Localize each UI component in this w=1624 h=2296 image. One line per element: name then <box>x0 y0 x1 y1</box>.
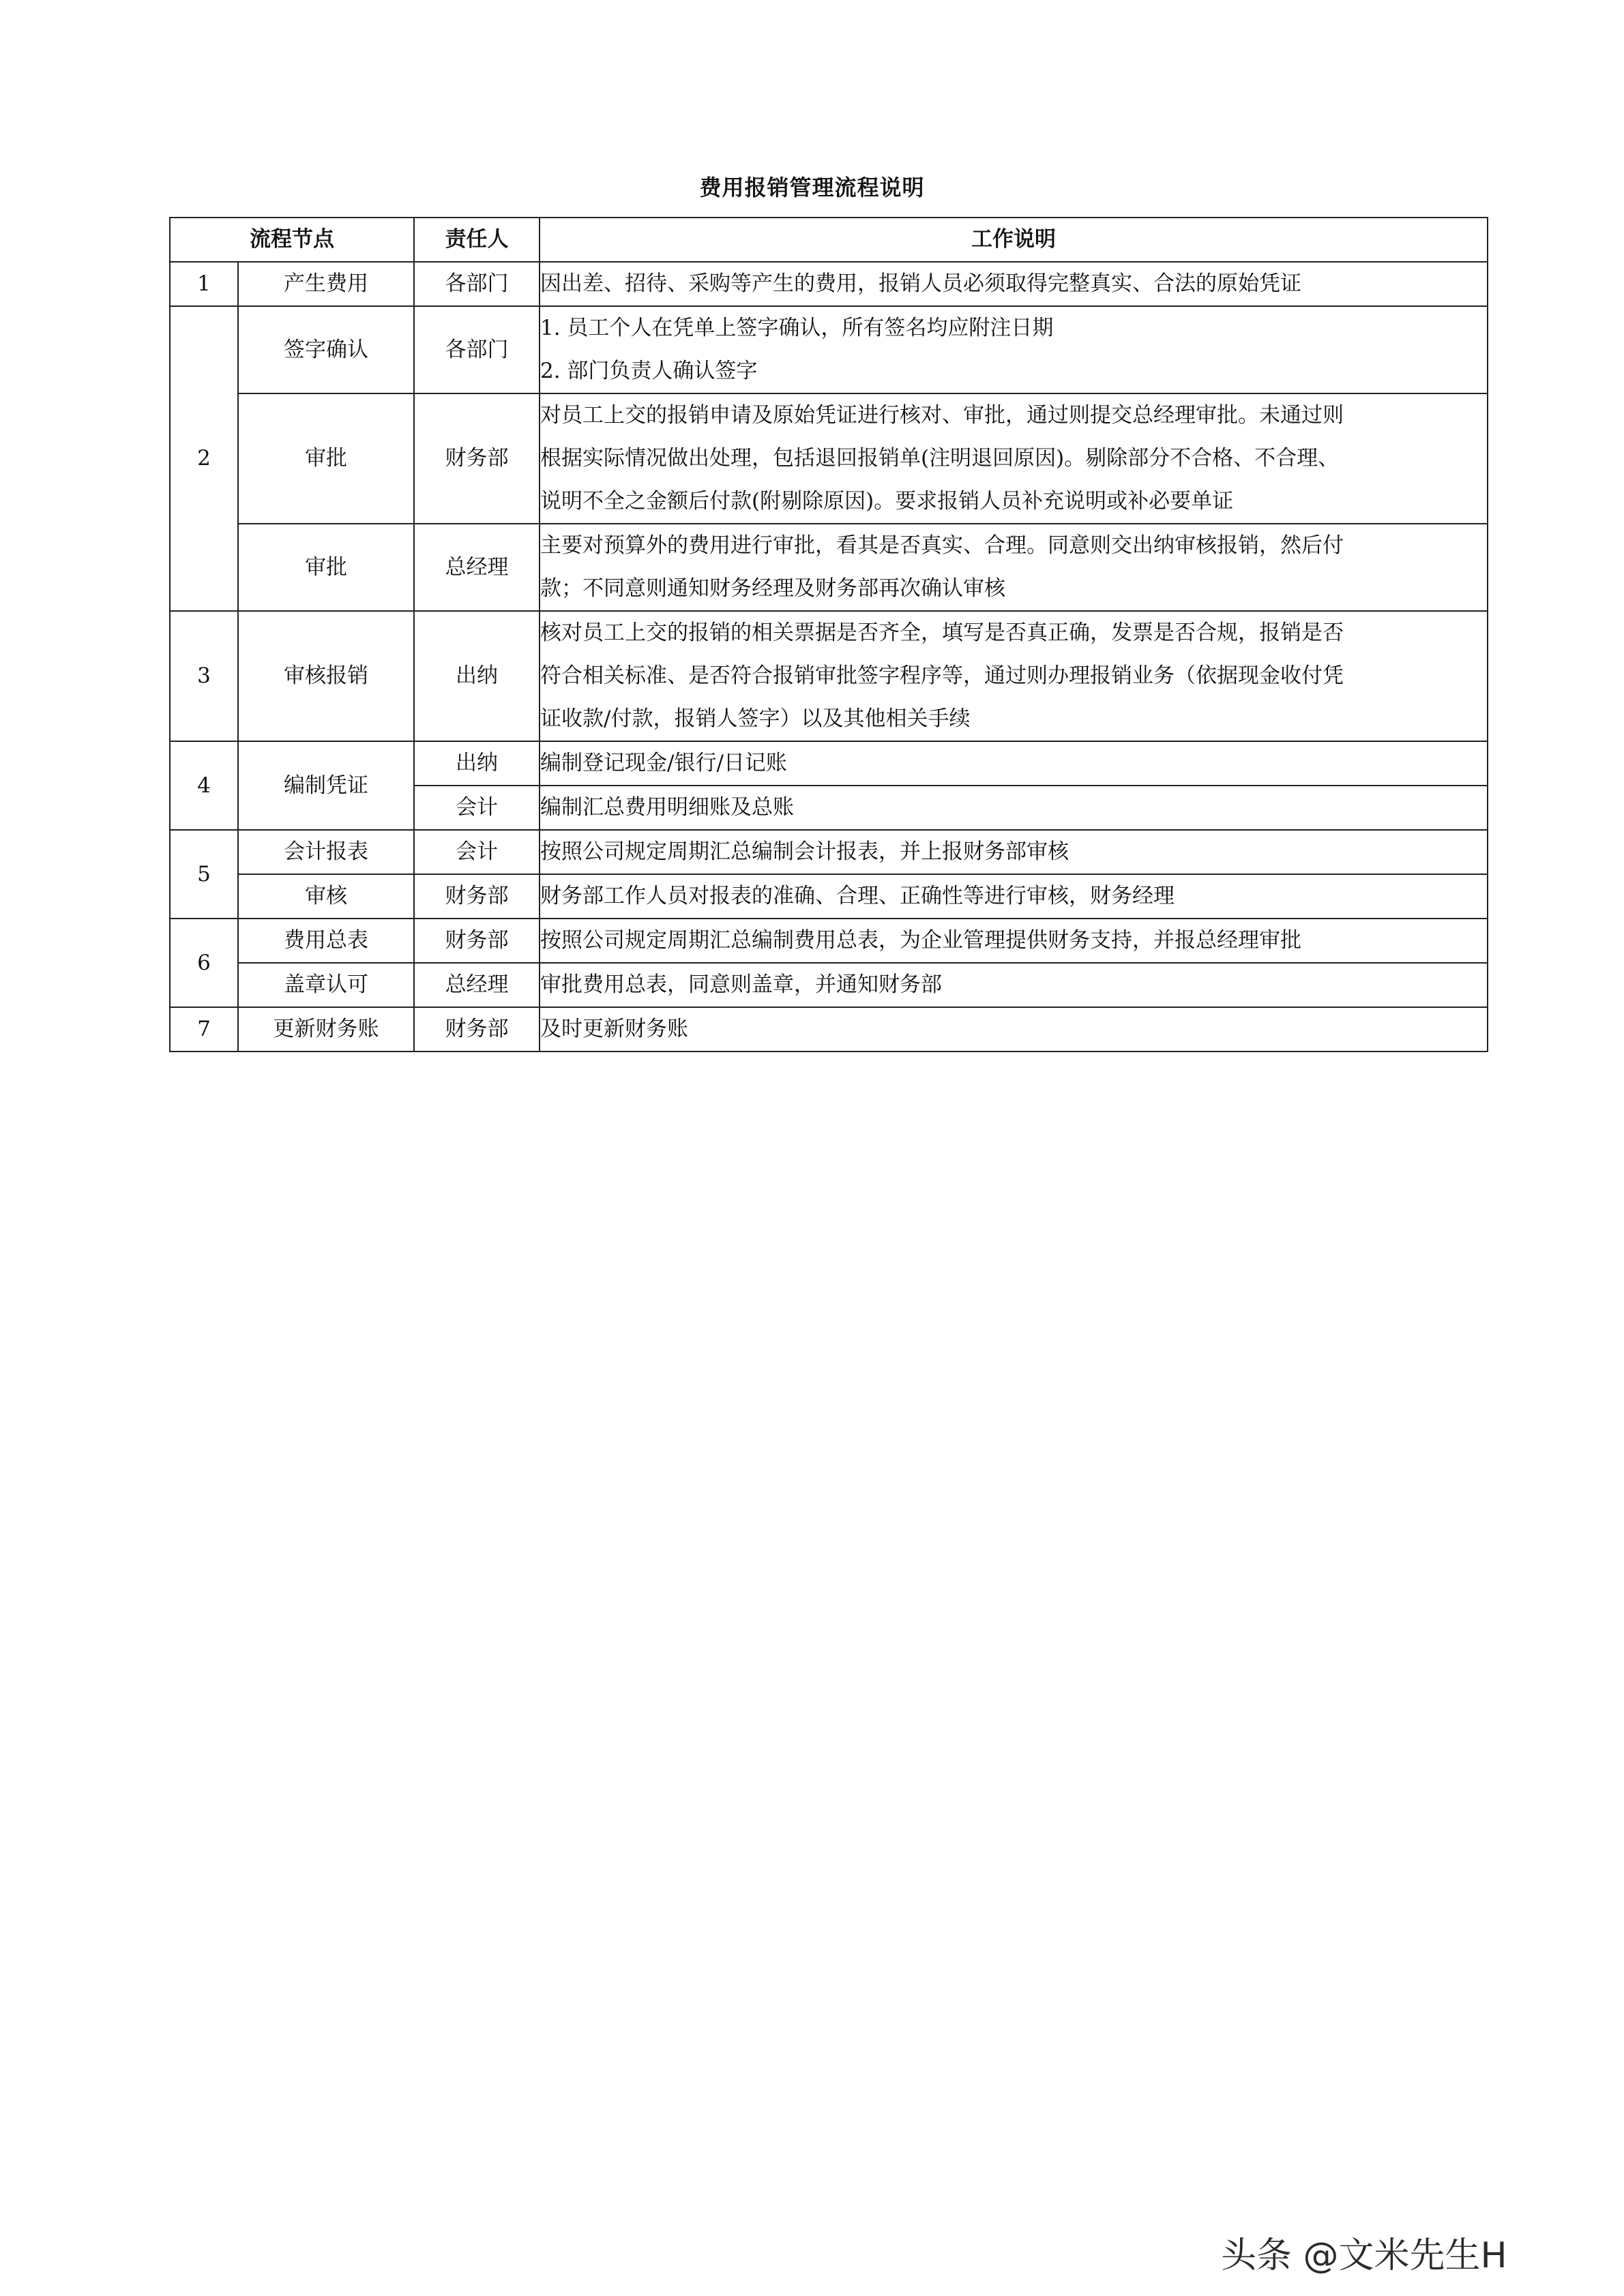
description-line: 编制登记现金/银行/日记账 <box>540 751 787 775</box>
description-line: 说明不全之金额后付款(附剔除原因)。要求报销人员补充说明或补必要单证 <box>540 489 1234 513</box>
step-description <box>540 919 1488 963</box>
table-row <box>170 919 1488 963</box>
step-description <box>540 874 1488 919</box>
step-owner: 财务部 <box>414 874 540 919</box>
step-node: 签字确认 <box>238 306 414 393</box>
step-description <box>540 741 1488 786</box>
step-description <box>540 611 1488 741</box>
step-number: 2 <box>170 306 238 611</box>
step-description <box>540 306 1488 393</box>
step-owner: 财务部 <box>414 919 540 963</box>
document-title: 费用报销管理流程说明 <box>699 175 925 200</box>
process-table <box>169 217 1488 1052</box>
step-description <box>540 262 1488 306</box>
description-line: 因出差、招待、采购等产生的费用，报销人员必须取得完整真实、合法的原始凭证 <box>540 271 1301 296</box>
table-row <box>170 262 1488 306</box>
table-row <box>170 1007 1488 1052</box>
step-number: 1 <box>170 262 238 306</box>
table-row <box>170 963 1488 1007</box>
table-header-row <box>170 218 1488 262</box>
step-node: 费用总表 <box>238 919 414 963</box>
step-node: 审批 <box>238 524 414 611</box>
table-row <box>170 741 1488 786</box>
step-description <box>540 524 1488 611</box>
header-node: 流程节点 <box>170 218 414 262</box>
table-row <box>170 830 1488 874</box>
step-description <box>540 786 1488 830</box>
header-desc: 工作说明 <box>540 218 1488 262</box>
step-node: 编制凭证 <box>238 741 414 830</box>
step-node: 审核 <box>238 874 414 919</box>
watermark-text: 头条 @文米先生H <box>1221 2235 1507 2276</box>
description-line: 核对员工上交的报销的相关票据是否齐全，填写是否真正确，发票是否合规，报销是否 <box>540 621 1344 645</box>
description-line: 对员工上交的报销申请及原始凭证进行核对、审批，通过则提交总经理审批。未通过则 <box>540 403 1344 428</box>
table-row <box>170 874 1488 919</box>
step-owner: 出纳 <box>414 741 540 786</box>
step-number: 3 <box>170 611 238 741</box>
step-number: 7 <box>170 1007 238 1052</box>
header-owner: 责任人 <box>414 218 540 262</box>
step-node: 会计报表 <box>238 830 414 874</box>
description-line: 审批费用总表，同意则盖章，并通知财务部 <box>540 972 942 997</box>
description-line: 1. 员工个人在凭单上签字确认，所有签名均应附注日期 <box>540 316 1054 340</box>
step-owner: 总经理 <box>414 524 540 611</box>
description-line: 根据实际情况做出处理，包括退回报销单(注明退回原因)。剔除部分不合格、不合理、 <box>540 446 1340 471</box>
step-owner: 各部门 <box>414 306 540 393</box>
step-owner: 出纳 <box>414 611 540 741</box>
step-node: 审核报销 <box>238 611 414 741</box>
table-row <box>170 524 1488 611</box>
table-row <box>170 306 1488 393</box>
step-description <box>540 1007 1488 1052</box>
step-node: 盖章认可 <box>238 963 414 1007</box>
step-description <box>540 963 1488 1007</box>
step-node: 审批 <box>238 393 414 524</box>
step-number: 6 <box>170 919 238 1007</box>
step-number: 5 <box>170 830 238 919</box>
description-line: 款；不同意则通知财务经理及财务部再次确认审核 <box>540 576 1005 601</box>
description-line: 按照公司规定周期汇总编制费用总表，为企业管理提供财务支持，并报总经理审批 <box>540 928 1301 953</box>
step-owner: 总经理 <box>414 963 540 1007</box>
step-node: 产生费用 <box>238 262 414 306</box>
step-number: 4 <box>170 741 238 830</box>
description-line: 主要对预算外的费用进行审批，看其是否真实、合理。同意则交出纳审核报销，然后付 <box>540 533 1344 558</box>
step-description <box>540 393 1488 524</box>
description-line: 财务部工作人员对报表的准确、合理、正确性等进行审核，财务经理 <box>540 884 1175 908</box>
step-owner: 会计 <box>414 786 540 830</box>
table-row <box>170 393 1488 524</box>
step-node: 更新财务账 <box>238 1007 414 1052</box>
description-line: 及时更新财务账 <box>540 1017 688 1041</box>
description-line: 编制汇总费用明细账及总账 <box>540 795 794 820</box>
step-owner: 财务部 <box>414 1007 540 1052</box>
table-row <box>170 611 1488 741</box>
step-description <box>540 830 1488 874</box>
step-owner: 会计 <box>414 830 540 874</box>
description-line: 证收款/付款，报销人签字）以及其他相关手续 <box>540 706 971 731</box>
description-line: 2. 部门负责人确认签字 <box>540 359 758 383</box>
description-line: 符合相关标准、是否符合报销审批签字程序等，通过则办理报销业务（依据现金收付凭 <box>540 664 1344 688</box>
step-owner: 财务部 <box>414 393 540 524</box>
description-line: 按照公司规定周期汇总编制会计报表，并上报财务部审核 <box>540 839 1069 864</box>
step-owner: 各部门 <box>414 262 540 306</box>
